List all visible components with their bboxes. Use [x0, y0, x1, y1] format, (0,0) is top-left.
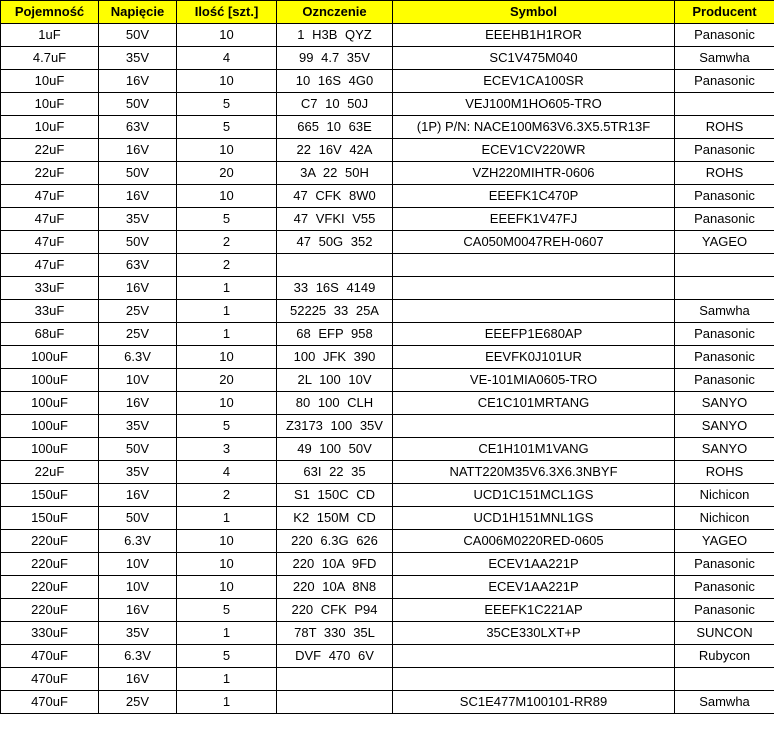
- cell-producent[interactable]: [675, 93, 774, 116]
- cell-napiecie[interactable]: 50V: [99, 93, 177, 116]
- cell-ilosc[interactable]: 10: [177, 553, 277, 576]
- cell-ozncenie[interactable]: 10 16S 4G0: [277, 70, 393, 93]
- table-row: [1, 116, 774, 139]
- cell-symbol[interactable]: ECEV1CV220WR: [393, 139, 675, 162]
- cell-producent[interactable]: Panasonic: [675, 346, 774, 369]
- cell-napiecie[interactable]: 35V: [99, 622, 177, 645]
- cell-napiecie[interactable]: 35V: [99, 47, 177, 70]
- cell-pojemnosc[interactable]: 220uF: [1, 599, 99, 622]
- cell-ilosc[interactable]: 5: [177, 208, 277, 231]
- cell-producent[interactable]: ROHS: [675, 461, 774, 484]
- cell-symbol[interactable]: (1P) P/N: NACE100M63V6.3X5.5TR13F: [393, 116, 675, 139]
- header-row: [1, 1, 774, 24]
- cell-producent[interactable]: Panasonic: [675, 24, 774, 47]
- cell-ozncenie[interactable]: 220 10A 8N8: [277, 576, 393, 599]
- cell-ilosc[interactable]: 10: [177, 24, 277, 47]
- cell-symbol[interactable]: ECEV1CA100SR: [393, 70, 675, 93]
- cell-ozncenie[interactable]: 33 16S 4149: [277, 277, 393, 300]
- cell-napiecie[interactable]: 6.3V: [99, 530, 177, 553]
- table-row: [1, 622, 774, 645]
- cell-producent[interactable]: SANYO: [675, 438, 774, 461]
- cell-ozncenie[interactable]: S1 150C CD: [277, 484, 393, 507]
- cell-pojemnosc[interactable]: 100uF: [1, 438, 99, 461]
- cell-napiecie[interactable]: 10V: [99, 553, 177, 576]
- header-producent[interactable]: Producent: [675, 1, 774, 24]
- cell-pojemnosc[interactable]: 1uF: [1, 24, 99, 47]
- cell-pojemnosc[interactable]: 100uF: [1, 415, 99, 438]
- cell-ozncenie[interactable]: 47 50G 352: [277, 231, 393, 254]
- cell-pojemnosc[interactable]: 470uF: [1, 668, 99, 691]
- cell-pojemnosc[interactable]: 470uF: [1, 691, 99, 714]
- cell-ilosc[interactable]: 10: [177, 576, 277, 599]
- header-pojemnosc[interactable]: Pojemność: [1, 1, 99, 24]
- cell-symbol[interactable]: NATT220M35V6.3X6.3NBYF: [393, 461, 675, 484]
- cell-symbol[interactable]: EEEFP1E680AP: [393, 323, 675, 346]
- cell-ilosc[interactable]: 5: [177, 599, 277, 622]
- cell-producent[interactable]: Samwha: [675, 47, 774, 70]
- cell-napiecie[interactable]: 50V: [99, 162, 177, 185]
- cell-ilosc[interactable]: 4: [177, 47, 277, 70]
- cell-symbol[interactable]: CE1H101M1VANG: [393, 438, 675, 461]
- table-row: [1, 415, 774, 438]
- cell-pojemnosc[interactable]: 33uF: [1, 277, 99, 300]
- cell-ozncenie[interactable]: DVF 470 6V: [277, 645, 393, 668]
- cell-pojemnosc[interactable]: 33uF: [1, 300, 99, 323]
- cell-producent[interactable]: [675, 254, 774, 277]
- cell-pojemnosc[interactable]: 47uF: [1, 185, 99, 208]
- cell-ozncenie[interactable]: 78T 330 35L: [277, 622, 393, 645]
- cell-symbol[interactable]: CA050M0047REH-0607: [393, 231, 675, 254]
- cell-producent[interactable]: Panasonic: [675, 70, 774, 93]
- cell-ilosc[interactable]: 2: [177, 254, 277, 277]
- cell-ozncenie[interactable]: 22 16V 42A: [277, 139, 393, 162]
- cell-napiecie[interactable]: 25V: [99, 300, 177, 323]
- cell-symbol[interactable]: [393, 415, 675, 438]
- cell-pojemnosc[interactable]: 4.7uF: [1, 47, 99, 70]
- cell-producent[interactable]: Panasonic: [675, 323, 774, 346]
- header-ozncenie[interactable]: Oznczenie: [277, 1, 393, 24]
- table-row: [1, 254, 774, 277]
- cell-pojemnosc[interactable]: 100uF: [1, 346, 99, 369]
- cell-napiecie[interactable]: 16V: [99, 484, 177, 507]
- cell-ilosc[interactable]: 10: [177, 530, 277, 553]
- cell-symbol[interactable]: EEEFK1C470P: [393, 185, 675, 208]
- cell-producent[interactable]: Panasonic: [675, 208, 774, 231]
- table-row: [1, 691, 774, 714]
- cell-symbol[interactable]: [393, 300, 675, 323]
- cell-symbol[interactable]: UCD1C151MCL1GS: [393, 484, 675, 507]
- cell-ozncenie[interactable]: 80 100 CLH: [277, 392, 393, 415]
- cell-ilosc[interactable]: 20: [177, 369, 277, 392]
- cell-pojemnosc[interactable]: 100uF: [1, 369, 99, 392]
- cell-napiecie[interactable]: 16V: [99, 70, 177, 93]
- cell-ilosc[interactable]: 1: [177, 668, 277, 691]
- cell-ilosc[interactable]: 10: [177, 70, 277, 93]
- header-ilosc[interactable]: Ilość [szt.]: [177, 1, 277, 24]
- cell-pojemnosc[interactable]: 150uF: [1, 507, 99, 530]
- cell-producent[interactable]: Rubycon: [675, 645, 774, 668]
- cell-ozncenie[interactable]: 220 6.3G 626: [277, 530, 393, 553]
- cell-producent[interactable]: [675, 668, 774, 691]
- cell-ilosc[interactable]: 3: [177, 438, 277, 461]
- table-row: [1, 576, 774, 599]
- cell-pojemnosc[interactable]: 330uF: [1, 622, 99, 645]
- table-row: [1, 346, 774, 369]
- cell-ilosc[interactable]: 1: [177, 691, 277, 714]
- cell-producent[interactable]: Panasonic: [675, 576, 774, 599]
- cell-ilosc[interactable]: 5: [177, 116, 277, 139]
- cell-symbol[interactable]: [393, 645, 675, 668]
- cell-symbol[interactable]: ECEV1AA221P: [393, 576, 675, 599]
- table-row: [1, 369, 774, 392]
- cell-napiecie[interactable]: 25V: [99, 323, 177, 346]
- cell-producent[interactable]: Panasonic: [675, 185, 774, 208]
- cell-ozncenie[interactable]: [277, 254, 393, 277]
- cell-ilosc[interactable]: 5: [177, 415, 277, 438]
- cell-napiecie[interactable]: 25V: [99, 691, 177, 714]
- cell-ilosc[interactable]: 1: [177, 622, 277, 645]
- table-row: [1, 93, 774, 116]
- cell-producent[interactable]: ROHS: [675, 162, 774, 185]
- cell-napiecie[interactable]: 16V: [99, 185, 177, 208]
- cell-ozncenie[interactable]: [277, 668, 393, 691]
- table-row: [1, 507, 774, 530]
- cell-symbol[interactable]: [393, 277, 675, 300]
- cell-producent[interactable]: Panasonic: [675, 553, 774, 576]
- cell-ilosc[interactable]: 1: [177, 323, 277, 346]
- cell-ilosc[interactable]: 10: [177, 185, 277, 208]
- cell-pojemnosc[interactable]: 68uF: [1, 323, 99, 346]
- cell-ozncenie[interactable]: 52225 33 25A: [277, 300, 393, 323]
- cell-napiecie[interactable]: 6.3V: [99, 346, 177, 369]
- cell-symbol[interactable]: VE-101MIA0605-TRO: [393, 369, 675, 392]
- cell-symbol[interactable]: [393, 254, 675, 277]
- cell-symbol[interactable]: [393, 668, 675, 691]
- cell-ilosc[interactable]: 20: [177, 162, 277, 185]
- cell-producent[interactable]: SANYO: [675, 415, 774, 438]
- header-napiecie[interactable]: Napięcie: [99, 1, 177, 24]
- cell-producent[interactable]: SUNCON: [675, 622, 774, 645]
- cell-ilosc[interactable]: 10: [177, 346, 277, 369]
- cell-symbol[interactable]: ECEV1AA221P: [393, 553, 675, 576]
- cell-napiecie[interactable]: 6.3V: [99, 645, 177, 668]
- cell-producent[interactable]: [675, 277, 774, 300]
- table-body: [1, 24, 774, 714]
- cell-symbol[interactable]: VZH220MIHTR-0606: [393, 162, 675, 185]
- cell-ilosc[interactable]: 4: [177, 461, 277, 484]
- cell-symbol[interactable]: EEEFK1C221AP: [393, 599, 675, 622]
- table-row: [1, 277, 774, 300]
- table-row: [1, 162, 774, 185]
- cell-pojemnosc[interactable]: 47uF: [1, 254, 99, 277]
- cell-napiecie[interactable]: 16V: [99, 277, 177, 300]
- cell-symbol[interactable]: EEEFK1V47FJ: [393, 208, 675, 231]
- cell-pojemnosc[interactable]: 47uF: [1, 231, 99, 254]
- cell-ozncenie[interactable]: 100 JFK 390: [277, 346, 393, 369]
- cell-napiecie[interactable]: 50V: [99, 438, 177, 461]
- cell-producent[interactable]: Samwha: [675, 300, 774, 323]
- cell-ozncenie[interactable]: [277, 691, 393, 714]
- cell-ozncenie[interactable]: 63I 22 35: [277, 461, 393, 484]
- cell-producent[interactable]: YAGEO: [675, 231, 774, 254]
- cell-symbol[interactable]: CE1C101MRTANG: [393, 392, 675, 415]
- cell-ozncenie[interactable]: 2L 100 10V: [277, 369, 393, 392]
- cell-napiecie[interactable]: 63V: [99, 116, 177, 139]
- cell-napiecie[interactable]: 16V: [99, 668, 177, 691]
- table-row: [1, 553, 774, 576]
- header-symbol[interactable]: Symbol: [393, 1, 675, 24]
- table-row: [1, 438, 774, 461]
- cell-producent[interactable]: ROHS: [675, 116, 774, 139]
- table-row: [1, 645, 774, 668]
- cell-napiecie[interactable]: 16V: [99, 599, 177, 622]
- cell-ilosc[interactable]: 10: [177, 392, 277, 415]
- cell-producent[interactable]: Nichicon: [675, 484, 774, 507]
- cell-producent[interactable]: YAGEO: [675, 530, 774, 553]
- cell-producent[interactable]: Panasonic: [675, 139, 774, 162]
- table-row: [1, 484, 774, 507]
- cell-pojemnosc[interactable]: 10uF: [1, 93, 99, 116]
- cell-pojemnosc[interactable]: 22uF: [1, 162, 99, 185]
- cell-ozncenie[interactable]: 220 10A 9FD: [277, 553, 393, 576]
- cell-ozncenie[interactable]: 665 10 63E: [277, 116, 393, 139]
- table-row: [1, 139, 774, 162]
- cell-ozncenie[interactable]: C7 10 50J: [277, 93, 393, 116]
- cell-ilosc[interactable]: 5: [177, 645, 277, 668]
- table-row: [1, 24, 774, 47]
- cell-pojemnosc[interactable]: 22uF: [1, 461, 99, 484]
- table-row: [1, 208, 774, 231]
- cell-ozncenie[interactable]: 1 H3B QYZ: [277, 24, 393, 47]
- cell-napiecie[interactable]: 10V: [99, 576, 177, 599]
- cell-symbol[interactable]: EEVFK0J101UR: [393, 346, 675, 369]
- cell-producent[interactable]: SANYO: [675, 392, 774, 415]
- table-row: [1, 70, 774, 93]
- cell-ilosc[interactable]: 2: [177, 231, 277, 254]
- cell-ilosc[interactable]: 1: [177, 507, 277, 530]
- table-row: [1, 185, 774, 208]
- cell-napiecie[interactable]: 16V: [99, 139, 177, 162]
- cell-symbol[interactable]: 35CE330LXT+P: [393, 622, 675, 645]
- table-row: [1, 231, 774, 254]
- cell-ozncenie[interactable]: 49 100 50V: [277, 438, 393, 461]
- cell-napiecie[interactable]: 63V: [99, 254, 177, 277]
- cell-producent[interactable]: Panasonic: [675, 599, 774, 622]
- cell-pojemnosc[interactable]: 10uF: [1, 70, 99, 93]
- cell-ozncenie[interactable]: 3A 22 50H: [277, 162, 393, 185]
- cell-ilosc[interactable]: 1: [177, 277, 277, 300]
- cell-ilosc[interactable]: 10: [177, 139, 277, 162]
- cell-napiecie[interactable]: 10V: [99, 369, 177, 392]
- cell-symbol[interactable]: UCD1H151MNL1GS: [393, 507, 675, 530]
- cell-symbol[interactable]: SC1V475M040: [393, 47, 675, 70]
- cell-producent[interactable]: Samwha: [675, 691, 774, 714]
- table-row: [1, 47, 774, 70]
- table-row: [1, 668, 774, 691]
- cell-ozncenie[interactable]: 220 CFK P94: [277, 599, 393, 622]
- cell-ozncenie[interactable]: 47 VFKI V55: [277, 208, 393, 231]
- cell-ilosc[interactable]: 1: [177, 300, 277, 323]
- cell-ilosc[interactable]: 2: [177, 484, 277, 507]
- cell-ozncenie[interactable]: 47 CFK 8W0: [277, 185, 393, 208]
- cell-pojemnosc[interactable]: 470uF: [1, 645, 99, 668]
- cell-napiecie[interactable]: 35V: [99, 461, 177, 484]
- cell-napiecie[interactable]: 35V: [99, 208, 177, 231]
- cell-symbol[interactable]: EEEHB1H1ROR: [393, 24, 675, 47]
- cell-napiecie[interactable]: 50V: [99, 24, 177, 47]
- cell-ozncenie[interactable]: 99 4.7 35V: [277, 47, 393, 70]
- table-row: [1, 599, 774, 622]
- table-row: [1, 461, 774, 484]
- cell-pojemnosc[interactable]: 220uF: [1, 553, 99, 576]
- cell-pojemnosc[interactable]: 220uF: [1, 530, 99, 553]
- cell-symbol[interactable]: CA006M0220RED-0605: [393, 530, 675, 553]
- table-row: [1, 323, 774, 346]
- cell-producent[interactable]: Nichicon: [675, 507, 774, 530]
- table-row: [1, 300, 774, 323]
- cell-symbol[interactable]: VEJ100M1HO605-TRO: [393, 93, 675, 116]
- cell-pojemnosc[interactable]: 150uF: [1, 484, 99, 507]
- cell-symbol[interactable]: SC1E477M100101-RR89: [393, 691, 675, 714]
- cell-napiecie[interactable]: 50V: [99, 507, 177, 530]
- cell-pojemnosc[interactable]: 220uF: [1, 576, 99, 599]
- cell-pojemnosc[interactable]: 100uF: [1, 392, 99, 415]
- cell-pojemnosc[interactable]: 22uF: [1, 139, 99, 162]
- table-row: [1, 530, 774, 553]
- cell-napiecie[interactable]: 50V: [99, 231, 177, 254]
- cell-pojemnosc[interactable]: 10uF: [1, 116, 99, 139]
- cell-napiecie[interactable]: 16V: [99, 392, 177, 415]
- cell-napiecie[interactable]: 35V: [99, 415, 177, 438]
- cell-ozncenie[interactable]: K2 150M CD: [277, 507, 393, 530]
- cell-ozncenie[interactable]: Z3173 100 35V: [277, 415, 393, 438]
- cell-ilosc[interactable]: 5: [177, 93, 277, 116]
- cell-producent[interactable]: Panasonic: [675, 369, 774, 392]
- cell-ozncenie[interactable]: 68 EFP 958: [277, 323, 393, 346]
- table-row: [1, 392, 774, 415]
- cell-pojemnosc[interactable]: 47uF: [1, 208, 99, 231]
